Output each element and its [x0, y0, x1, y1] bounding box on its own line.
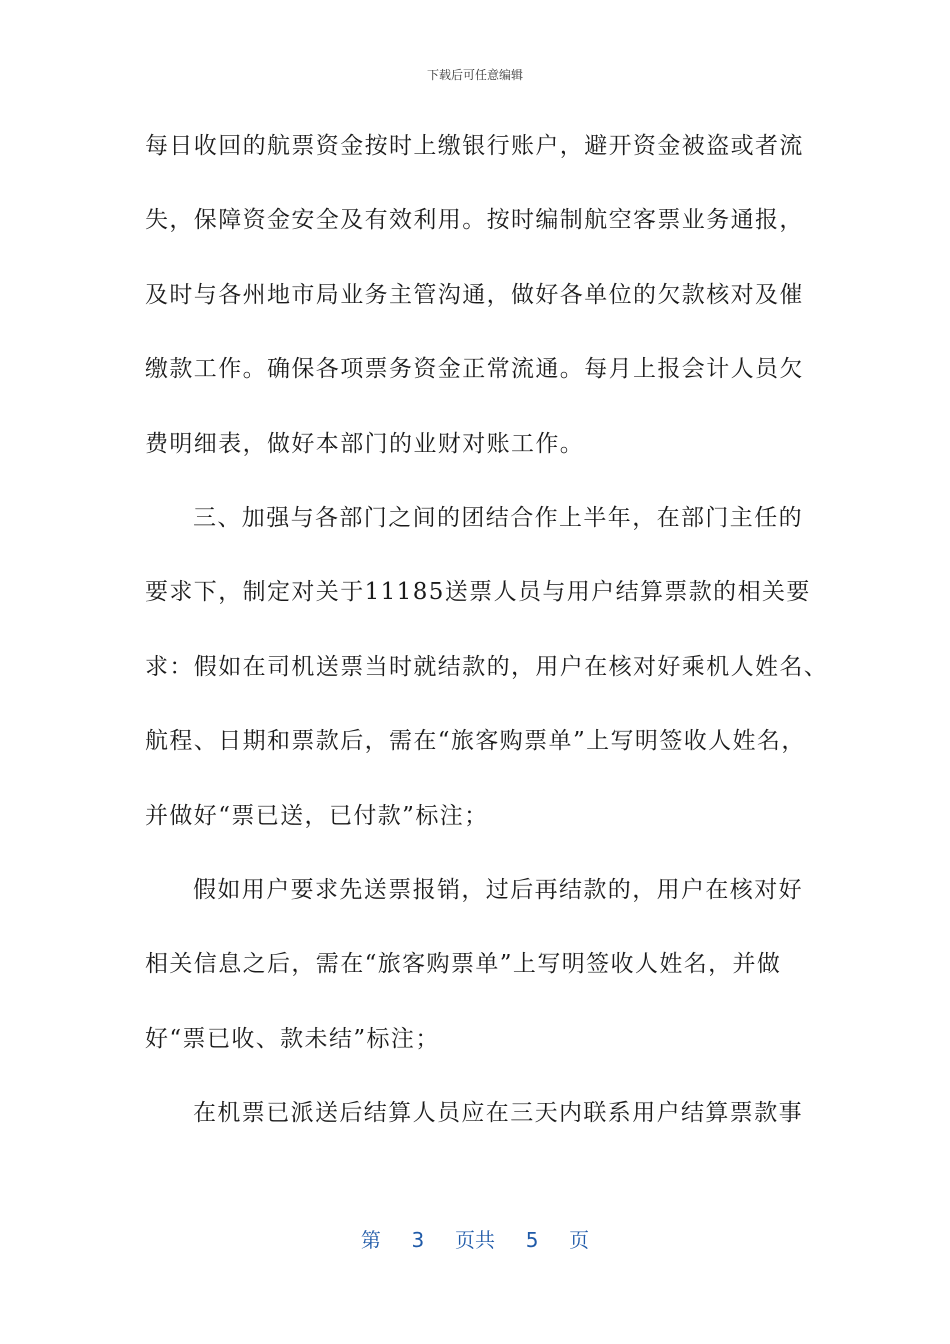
text-line: 求：假如在司机送票当时就结款的，用户在核对好乘机人姓名、 — [145, 653, 829, 680]
text-line: 好“票已收、款未结”标注； — [145, 1025, 440, 1052]
document-body — [145, 124, 829, 1165]
text-line: 费明细表，做好本部门的业财对账工作。 — [145, 430, 585, 457]
text-line: 失，保障资金安全及有效利用。按时编制航空客票业务通报， — [145, 207, 804, 234]
text-line: 航程、日期和票款后，需在“旅客购票单”上写明签收人姓名， — [145, 728, 806, 755]
text-line: 缴款工作。确保各项票务资金正常流通。每月上报会计人员欠 — [145, 356, 804, 383]
footer-prefix: 第 — [360, 1228, 381, 1252]
text-line: 每日收回的航票资金按时上缴银行账户，避开资金被盗或者流 — [145, 133, 804, 159]
text-line: 相关信息之后，需在“旅客购票单”上写明签收人姓名，并做 — [145, 951, 782, 978]
total-pages-number: 5 — [525, 1228, 539, 1252]
text-line: 要求下，制定对关于11185送票人员与用户结算票款的相关要 — [145, 579, 811, 606]
text-line: 并做好“票已送，已付款”标注； — [145, 802, 489, 829]
page-footer — [0, 1224, 950, 1253]
paragraph-start-line: 三、加强与各部门之间的团结合作上半年，在部门主任的 — [193, 504, 803, 531]
current-page-number: 3 — [411, 1228, 425, 1252]
page-header: 下载后可任意编辑 — [426, 68, 523, 82]
paragraph-start-line: 假如用户要求先送票报销，过后再结款的，用户在核对好 — [193, 876, 803, 903]
footer-suffix: 页 — [569, 1228, 590, 1252]
paragraph-start-line: 在机票已派送后结算人员应在三天内联系用户结算票款事 — [193, 1100, 803, 1127]
footer-middle: 页共 — [455, 1228, 495, 1252]
text-line: 及时与各州地市局业务主管沟通，做好各单位的欠款核对及催 — [145, 281, 804, 308]
